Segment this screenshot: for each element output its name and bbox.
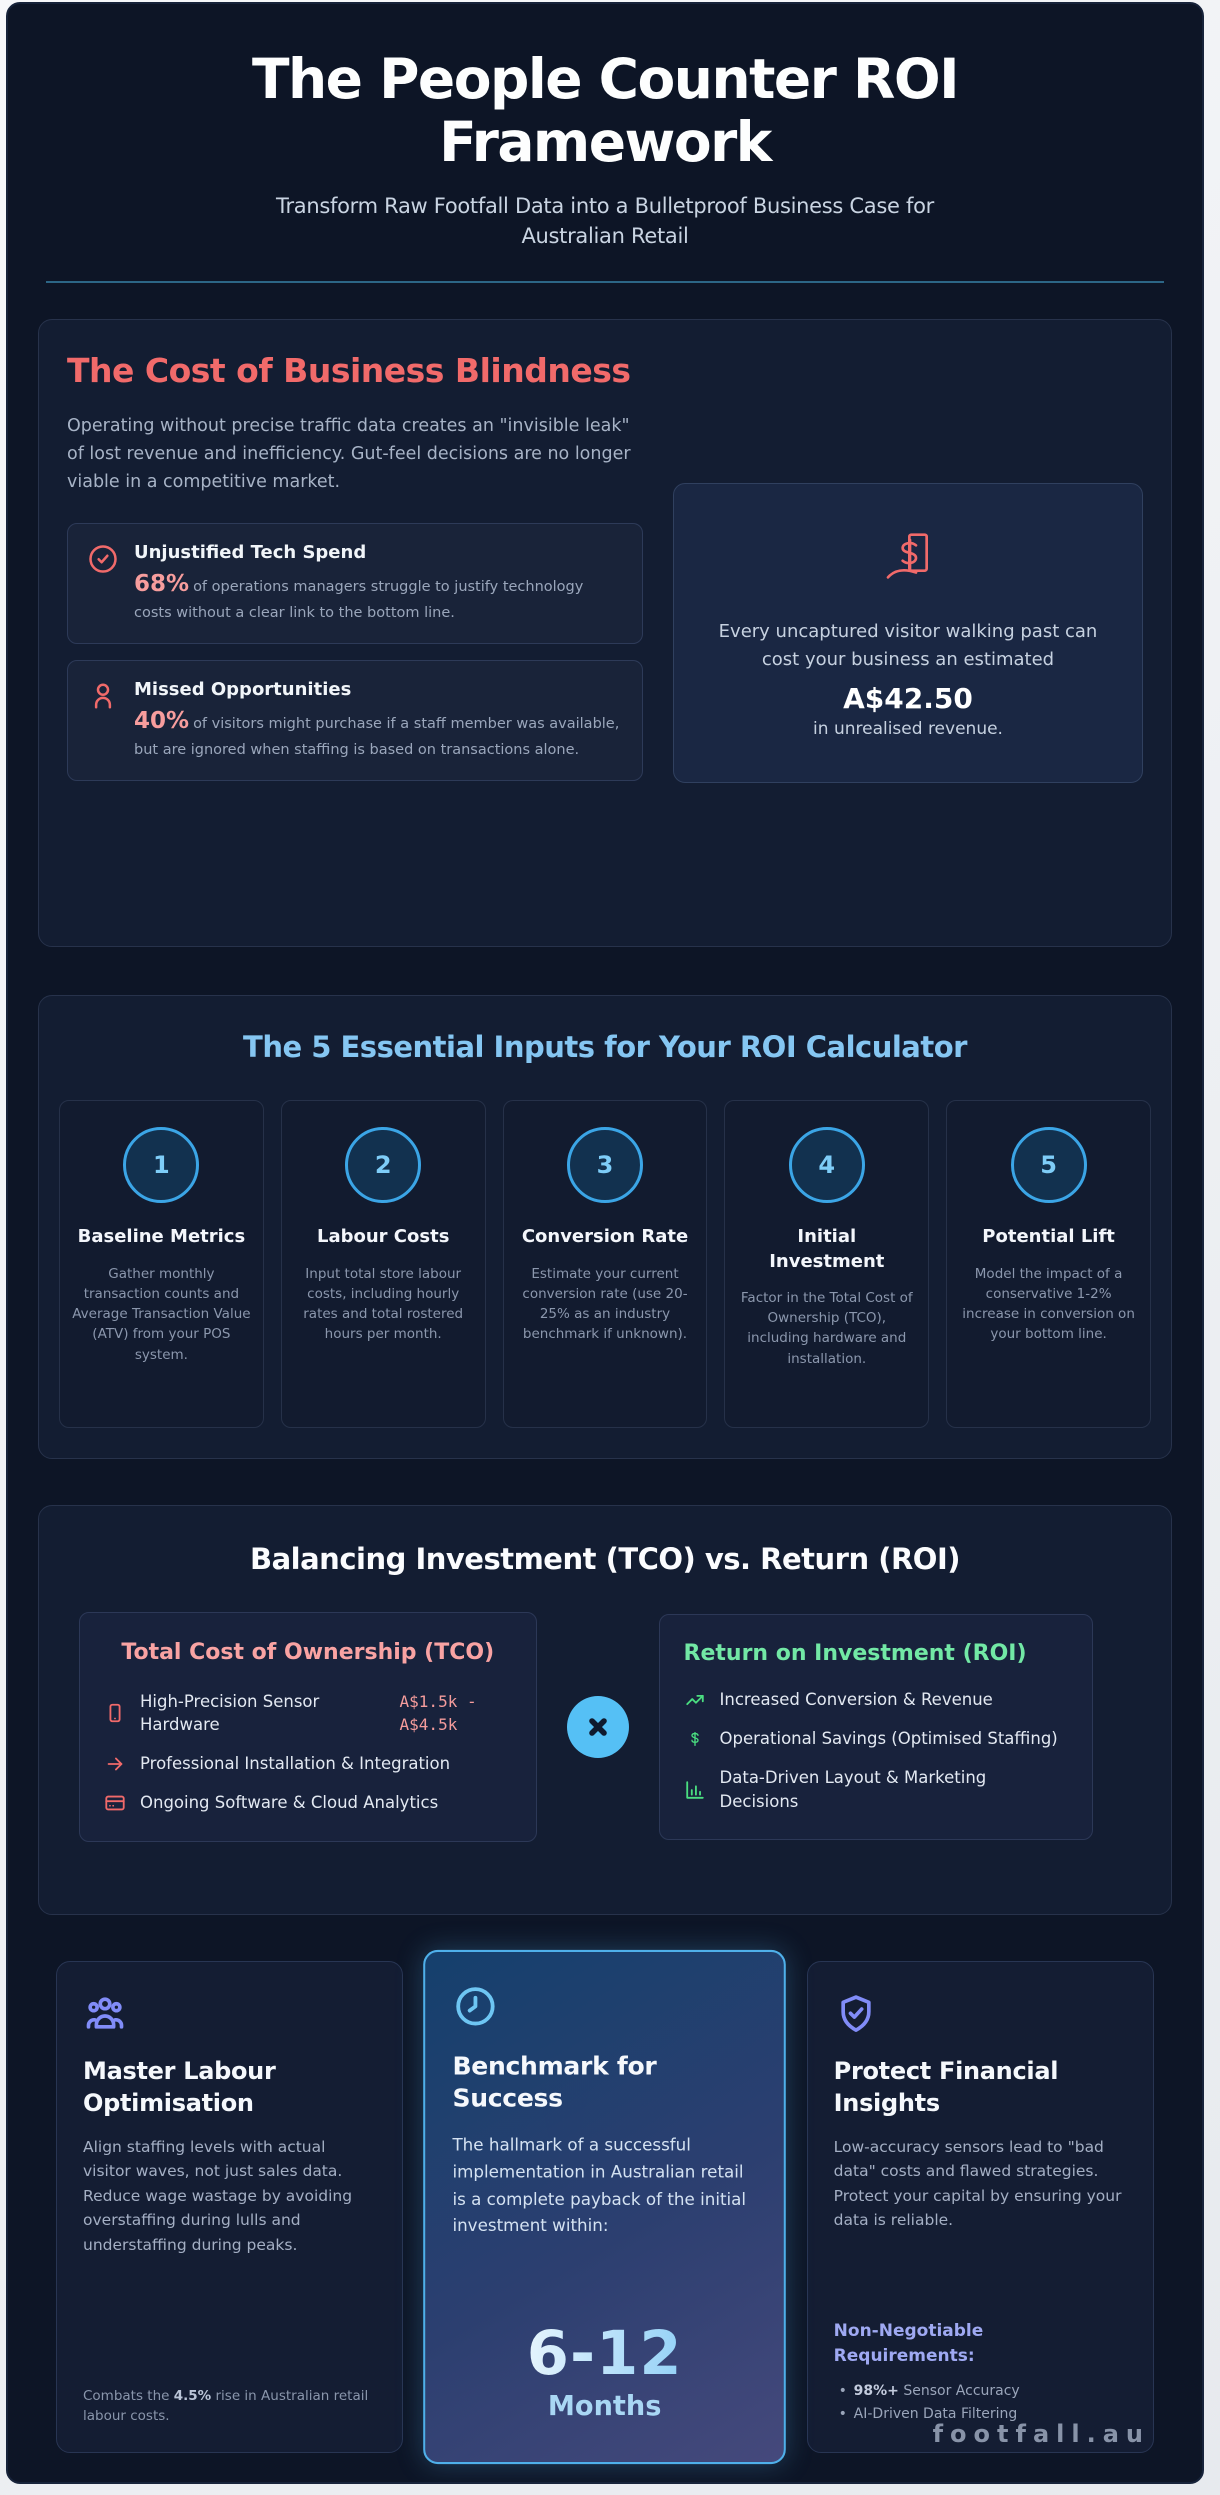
- outcome-note: [83, 2386, 376, 2427]
- stat-body: [134, 542, 622, 625]
- infographic-panel: [6, 2, 1204, 2484]
- step-card-baseline-metrics: [59, 1100, 264, 1428]
- payback-unit: Months: [548, 2391, 662, 2423]
- step-number-badge: 4: [789, 1127, 865, 1203]
- outcome-text: The hallmark of a successful implementation in Australian retail is a complete payback of the initial investment within:: [452, 2135, 747, 2236]
- section-cost-of-blindness: [38, 319, 1172, 947]
- roi-item-label: Data-Driven Layout & Marketing Decisions: [719, 1768, 987, 1811]
- stat-card-missed-opportunities: [67, 660, 643, 781]
- roi-item-savings: [684, 1727, 1068, 1750]
- stat-value: 68%: [134, 570, 190, 597]
- step-number-badge: 1: [123, 1127, 199, 1203]
- lost-revenue-line2: in unrealised revenue.: [813, 718, 1003, 739]
- page-title: The People Counter ROI Framework: [251, 47, 959, 175]
- tco-item-label: High-Precision Sensor Hardware: [140, 1692, 320, 1735]
- inputs-heading: The 5 Essential Inputs for Your ROI Calculator: [243, 1030, 967, 1065]
- card-protect-financial-insights: [807, 1961, 1154, 2453]
- stat-body: [134, 679, 622, 762]
- note-value: 4.5%: [173, 2387, 212, 2404]
- credit-card-icon: [104, 1792, 126, 1814]
- blindness-left-column: [67, 350, 643, 916]
- requirement-value: 98%+: [853, 2383, 899, 2400]
- step-number-badge: 2: [345, 1127, 421, 1203]
- stat-text: [134, 567, 622, 625]
- roi-title: Return on Investment (ROI): [683, 1641, 1027, 1667]
- section-roi-inputs: [38, 995, 1172, 1459]
- brand-watermark: footfall.au: [932, 2420, 1150, 2448]
- users-icon: [83, 1992, 127, 2036]
- input-steps-row: [59, 1100, 1151, 1428]
- step-text: Gather monthly transaction counts and Average Transaction Value (ATV) from your POS system.: [72, 1265, 251, 1363]
- stat-card-tech-spend: [67, 523, 643, 644]
- balance-heading: Balancing Investment (TCO) vs. Return (ROI): [249, 1542, 960, 1577]
- card-benchmark-for-success: [424, 1950, 787, 2464]
- roi-item-label: Operational Savings (Optimised Staffing): [719, 1729, 1058, 1749]
- tco-card: [79, 1612, 537, 1841]
- outcome-title: Protect Financial Insights: [833, 2057, 1059, 2117]
- step-number-badge: 5: [1011, 1127, 1087, 1203]
- balance-row: [65, 1612, 1145, 1841]
- note-prefix: Combats the: [83, 2387, 174, 2404]
- step-number-badge: 3: [567, 1127, 643, 1203]
- smartphone-icon: [104, 1702, 126, 1724]
- step-title: Labour Costs: [316, 1226, 450, 1248]
- lost-revenue-value: A$42.50: [843, 681, 973, 715]
- dollar-icon: [684, 1731, 706, 1747]
- note-suffix: rise in Australian retail labour costs.: [83, 2387, 369, 2425]
- section-tco-vs-roi: [38, 1505, 1172, 1915]
- stat-title: Missed Opportunities: [134, 678, 352, 700]
- card-master-labour-optimisation: [56, 1961, 403, 2453]
- step-card-initial-investment: [724, 1100, 929, 1428]
- tco-item-value: A$1.5k - A$4.5k: [399, 1691, 477, 1735]
- requirement-item: [834, 2380, 1127, 2403]
- lost-revenue-card: [673, 483, 1143, 783]
- step-title: Baseline Metrics: [77, 1226, 246, 1248]
- requirements-block: [834, 2319, 1127, 2426]
- user-icon: [88, 679, 118, 711]
- tco-item-label: Ongoing Software & Cloud Analytics: [140, 1793, 439, 1813]
- requirement-text: Sensor Accuracy: [898, 2383, 1020, 2400]
- step-title: Conversion Rate: [521, 1226, 689, 1248]
- step-text: Input total store labour costs, including hourly rates and total rostered hours per month.: [303, 1265, 464, 1343]
- payback-range: 6-12: [453, 2318, 757, 2389]
- step-text: Estimate your current conversion rate (use 20-25% as an industry benchmark if unknown).: [522, 1265, 688, 1343]
- stat-title: Unjustified Tech Spend: [134, 541, 367, 563]
- tco-item-label: Professional Installation & Integration: [140, 1754, 451, 1774]
- tco-title: Total Cost of Ownership (TCO): [121, 1640, 495, 1666]
- check-circle-icon: [88, 542, 118, 574]
- tco-item-software: [104, 1791, 512, 1814]
- tco-item-installation: [104, 1752, 512, 1775]
- step-title: Potential Lift: [982, 1226, 1115, 1248]
- stat-text: [134, 704, 622, 762]
- multiply-icon: [567, 1696, 629, 1758]
- step-card-conversion-rate: [503, 1100, 708, 1428]
- step-card-potential-lift: [946, 1100, 1151, 1428]
- roi-card: [659, 1614, 1093, 1839]
- step-title: Initial Investment: [769, 1226, 885, 1272]
- step-card-labour-costs: [281, 1100, 486, 1428]
- benchmark-value-block: [453, 2318, 757, 2437]
- shield-check-icon: [834, 1992, 878, 2036]
- requirements-heading: Non-Negotiable Requirements:: [833, 2320, 984, 2366]
- header-divider: [46, 281, 1164, 283]
- trending-up-icon: [684, 1689, 706, 1711]
- outcome-text: Low-accuracy sensors lead to "bad data" costs and flawed strategies. Protect your capital by ensuring your data is reliable.: [833, 2137, 1122, 2230]
- stat-value: 40%: [134, 707, 190, 734]
- outcomes-row: [38, 1961, 1172, 2453]
- requirement-text: AI-Driven Data Filtering: [853, 2406, 1018, 2423]
- step-text: Factor in the Total Cost of Ownership (TCO), including hardware and installation.: [740, 1289, 913, 1367]
- blindness-heading: The Cost of Business Blindness: [67, 351, 631, 391]
- stat-description: of visitors might purchase if a staff member was available, but are ignored when staffing is based on transactions alone.: [134, 715, 620, 759]
- stat-description: of operations managers struggle to justify technology costs without a clear link to the bottom line.: [134, 578, 584, 622]
- lost-revenue-line1: Every uncaptured visitor walking past can cost your business an estimated: [718, 620, 1098, 670]
- outcome-text: Align staffing levels with actual visitor waves, not just sales data. Reduce wage wastage by avoiding overstaffing during lulls and understaffing during peaks.: [83, 2137, 353, 2254]
- revenue-walkout-icon: [876, 528, 940, 592]
- tco-item-sensor-hardware: [104, 1690, 512, 1736]
- roi-item-conversion: [684, 1688, 1068, 1711]
- step-text: Model the impact of a conservative 1-2% increase in conversion on your bottom line.: [962, 1265, 1135, 1343]
- outcome-title: Master Labour Optimisation: [83, 2057, 276, 2117]
- roi-item-label: Increased Conversion & Revenue: [719, 1690, 993, 1710]
- outcome-title: Benchmark for Success: [452, 2051, 657, 2114]
- arrow-right-icon: [104, 1753, 126, 1775]
- blindness-intro: Operating without precise traffic data creates an "invisible leak" of lost revenue and inefficiency. Gut-feel decisions are no longer viable in a competitive market.: [67, 415, 631, 493]
- clock-icon: [453, 1984, 499, 2030]
- page-subtitle: Transform Raw Footfall Data into a Bulletproof Business Case for Australian Retail: [276, 193, 934, 248]
- roi-item-layout: [684, 1766, 1068, 1812]
- bar-chart-icon: [684, 1779, 706, 1801]
